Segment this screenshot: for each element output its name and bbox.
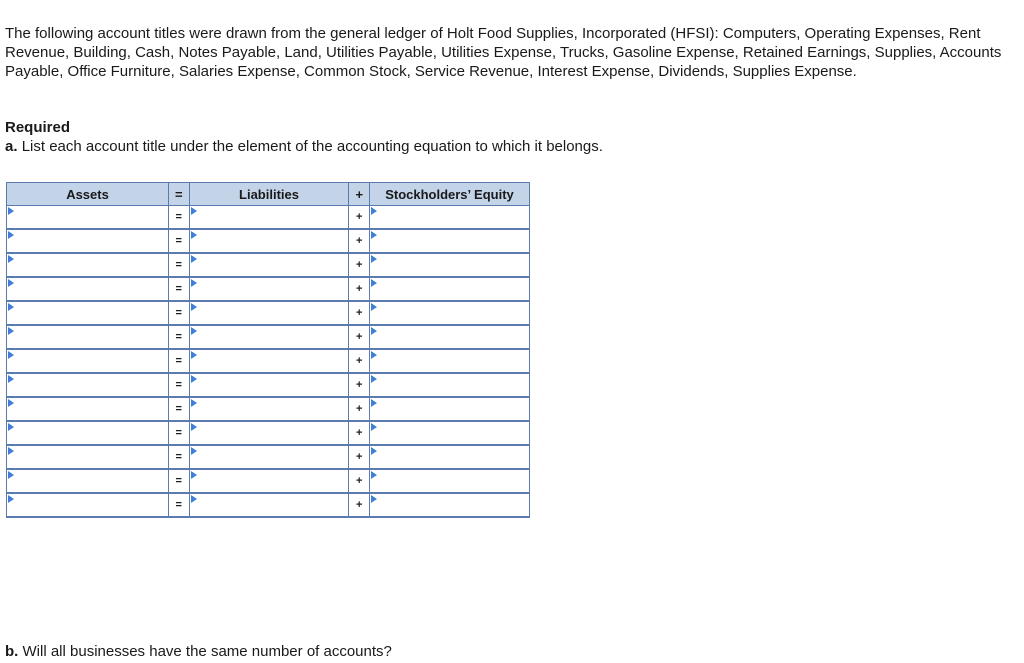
equals-sign: = bbox=[169, 373, 190, 397]
dropdown-marker-icon[interactable] bbox=[8, 231, 14, 239]
equals-header: = bbox=[169, 183, 190, 206]
dropdown-marker-icon[interactable] bbox=[191, 375, 197, 383]
liabilities-cell bbox=[189, 373, 349, 397]
equals-sign: = bbox=[169, 325, 190, 349]
dropdown-marker-icon[interactable] bbox=[8, 471, 14, 479]
equity-cell bbox=[369, 421, 529, 445]
assets-header: Assets bbox=[7, 183, 169, 206]
liabilities-input[interactable] bbox=[190, 254, 349, 276]
liabilities-cell bbox=[189, 349, 349, 373]
dropdown-marker-icon[interactable] bbox=[8, 207, 14, 215]
equity-input[interactable] bbox=[370, 302, 529, 324]
equals-sign: = bbox=[169, 445, 190, 469]
part-b-text: Will all businesses have the same number of accounts? bbox=[22, 643, 392, 660]
equals-sign: = bbox=[169, 229, 190, 253]
dropdown-marker-icon[interactable] bbox=[191, 327, 197, 335]
dropdown-marker-icon[interactable] bbox=[191, 303, 197, 311]
table-row bbox=[7, 373, 530, 397]
liabilities-input[interactable] bbox=[190, 494, 349, 516]
assets-input[interactable] bbox=[7, 470, 168, 492]
dropdown-marker-icon[interactable] bbox=[191, 207, 197, 215]
dropdown-marker-icon[interactable] bbox=[191, 447, 197, 455]
equals-sign: = bbox=[169, 397, 190, 421]
assets-cell bbox=[7, 493, 169, 517]
equals-sign: = bbox=[169, 206, 190, 230]
liabilities-cell bbox=[189, 277, 349, 301]
table-row bbox=[7, 421, 530, 445]
plus-sign: + bbox=[349, 229, 370, 253]
assets-cell bbox=[7, 301, 169, 325]
table-row bbox=[7, 445, 530, 469]
plus-sign: + bbox=[349, 301, 370, 325]
assets-input[interactable] bbox=[7, 206, 168, 228]
assets-input[interactable] bbox=[7, 350, 168, 372]
equals-sign: = bbox=[169, 493, 190, 517]
liabilities-input[interactable] bbox=[190, 278, 349, 300]
table-row bbox=[7, 277, 530, 301]
dropdown-marker-icon[interactable] bbox=[8, 375, 14, 383]
dropdown-marker-icon[interactable] bbox=[371, 375, 377, 383]
dropdown-marker-icon[interactable] bbox=[8, 399, 14, 407]
equity-input[interactable] bbox=[370, 350, 529, 372]
assets-cell bbox=[7, 397, 169, 421]
dropdown-marker-icon[interactable] bbox=[191, 471, 197, 479]
dropdown-marker-icon[interactable] bbox=[371, 207, 377, 215]
equity-input[interactable] bbox=[370, 206, 529, 228]
equity-cell bbox=[369, 469, 529, 493]
plus-header: + bbox=[349, 183, 370, 206]
dropdown-marker-icon[interactable] bbox=[371, 231, 377, 239]
part-b-label: b. bbox=[5, 643, 19, 660]
assets-input[interactable] bbox=[7, 278, 168, 300]
assets-input[interactable] bbox=[7, 230, 168, 252]
plus-sign: + bbox=[349, 445, 370, 469]
part-b-question bbox=[5, 643, 392, 660]
plus-sign: + bbox=[349, 325, 370, 349]
equity-input[interactable] bbox=[370, 470, 529, 492]
equity-input[interactable] bbox=[370, 230, 529, 252]
liabilities-input[interactable] bbox=[190, 302, 349, 324]
table-row bbox=[7, 397, 530, 421]
assets-input[interactable] bbox=[7, 398, 168, 420]
liabilities-input[interactable] bbox=[190, 446, 349, 468]
dropdown-marker-icon[interactable] bbox=[8, 279, 14, 287]
dropdown-marker-icon[interactable] bbox=[371, 447, 377, 455]
liabilities-input[interactable] bbox=[190, 398, 349, 420]
dropdown-marker-icon[interactable] bbox=[371, 423, 377, 431]
assets-cell bbox=[7, 277, 169, 301]
equity-cell bbox=[369, 397, 529, 421]
table-row bbox=[7, 253, 530, 277]
table-row bbox=[7, 493, 530, 517]
dropdown-marker-icon[interactable] bbox=[8, 423, 14, 431]
assets-input[interactable] bbox=[7, 326, 168, 348]
equals-sign: = bbox=[169, 253, 190, 277]
equity-input[interactable] bbox=[370, 254, 529, 276]
dropdown-marker-icon[interactable] bbox=[371, 399, 377, 407]
assets-input[interactable] bbox=[7, 446, 168, 468]
equity-cell bbox=[369, 493, 529, 517]
dropdown-marker-icon[interactable] bbox=[8, 351, 14, 359]
equity-input[interactable] bbox=[370, 326, 529, 348]
accounting-equation-table bbox=[6, 182, 530, 518]
liabilities-cell bbox=[189, 325, 349, 349]
dropdown-marker-icon[interactable] bbox=[191, 231, 197, 239]
dropdown-marker-icon[interactable] bbox=[8, 303, 14, 311]
liabilities-input[interactable] bbox=[190, 422, 349, 444]
equity-input[interactable] bbox=[370, 278, 529, 300]
dropdown-marker-icon[interactable] bbox=[191, 279, 197, 287]
assets-cell bbox=[7, 206, 169, 230]
part-a-label: a. bbox=[5, 138, 18, 155]
equity-cell bbox=[369, 301, 529, 325]
liabilities-input[interactable] bbox=[190, 350, 349, 372]
equity-cell bbox=[369, 229, 529, 253]
dropdown-marker-icon[interactable] bbox=[8, 495, 14, 503]
liabilities-input[interactable] bbox=[190, 326, 349, 348]
plus-sign: + bbox=[349, 373, 370, 397]
table-row bbox=[7, 325, 530, 349]
equity-input[interactable] bbox=[370, 374, 529, 396]
dropdown-marker-icon[interactable] bbox=[371, 327, 377, 335]
assets-cell bbox=[7, 253, 169, 277]
table-row bbox=[7, 206, 530, 230]
assets-cell bbox=[7, 373, 169, 397]
plus-sign: + bbox=[349, 469, 370, 493]
liabilities-cell bbox=[189, 206, 349, 230]
equity-input[interactable] bbox=[370, 398, 529, 420]
liabilities-input[interactable] bbox=[190, 206, 349, 228]
equity-cell bbox=[369, 325, 529, 349]
plus-sign: + bbox=[349, 206, 370, 230]
equals-sign: = bbox=[169, 349, 190, 373]
dropdown-marker-icon[interactable] bbox=[191, 255, 197, 263]
part-a-text: List each account title under the element of the accounting equation to which it belongs. bbox=[21, 138, 603, 155]
assets-cell bbox=[7, 469, 169, 493]
dropdown-marker-icon[interactable] bbox=[8, 327, 14, 335]
equity-cell bbox=[369, 349, 529, 373]
liabilities-input[interactable] bbox=[190, 470, 349, 492]
table-body bbox=[7, 206, 530, 518]
equity-input[interactable] bbox=[370, 446, 529, 468]
plus-sign: + bbox=[349, 349, 370, 373]
assets-input[interactable] bbox=[7, 254, 168, 276]
liabilities-cell bbox=[189, 253, 349, 277]
assets-input[interactable] bbox=[7, 374, 168, 396]
dropdown-marker-icon[interactable] bbox=[371, 255, 377, 263]
plus-sign: + bbox=[349, 277, 370, 301]
liabilities-cell bbox=[189, 445, 349, 469]
equals-sign: = bbox=[169, 301, 190, 325]
assets-cell bbox=[7, 229, 169, 253]
equals-sign: = bbox=[169, 277, 190, 301]
liabilities-input[interactable] bbox=[190, 374, 349, 396]
dropdown-marker-icon[interactable] bbox=[8, 255, 14, 263]
assets-input[interactable] bbox=[7, 422, 168, 444]
assets-input[interactable] bbox=[7, 494, 168, 516]
assets-cell bbox=[7, 445, 169, 469]
dropdown-marker-icon[interactable] bbox=[191, 399, 197, 407]
equity-input[interactable] bbox=[370, 494, 529, 516]
equity-cell bbox=[369, 253, 529, 277]
equity-cell bbox=[369, 206, 529, 230]
plus-sign: + bbox=[349, 253, 370, 277]
equity-cell bbox=[369, 373, 529, 397]
table-header-row bbox=[7, 183, 530, 206]
required-heading: Required bbox=[5, 119, 71, 136]
part-a-instruction bbox=[5, 138, 603, 155]
plus-sign: + bbox=[349, 397, 370, 421]
assets-cell bbox=[7, 421, 169, 445]
dropdown-marker-icon[interactable] bbox=[371, 495, 377, 503]
liabilities-cell bbox=[189, 229, 349, 253]
assets-cell bbox=[7, 349, 169, 373]
dropdown-marker-icon[interactable] bbox=[191, 351, 197, 359]
liabilities-cell bbox=[189, 469, 349, 493]
table-row bbox=[7, 349, 530, 373]
table-row bbox=[7, 301, 530, 325]
liabilities-cell bbox=[189, 421, 349, 445]
dropdown-marker-icon[interactable] bbox=[191, 495, 197, 503]
table-row bbox=[7, 229, 530, 253]
plus-sign: + bbox=[349, 493, 370, 517]
dropdown-marker-icon[interactable] bbox=[371, 351, 377, 359]
dropdown-marker-icon[interactable] bbox=[8, 447, 14, 455]
liabilities-input[interactable] bbox=[190, 230, 349, 252]
assets-cell bbox=[7, 325, 169, 349]
plus-sign: + bbox=[349, 421, 370, 445]
dropdown-marker-icon[interactable] bbox=[371, 471, 377, 479]
equals-sign: = bbox=[169, 421, 190, 445]
equity-input[interactable] bbox=[370, 422, 529, 444]
equity-cell bbox=[369, 445, 529, 469]
equity-cell bbox=[369, 277, 529, 301]
equity-header: Stockholders’ Equity bbox=[369, 183, 529, 206]
dropdown-marker-icon[interactable] bbox=[191, 423, 197, 431]
equals-sign: = bbox=[169, 469, 190, 493]
liabilities-cell bbox=[189, 397, 349, 421]
liabilities-header: Liabilities bbox=[189, 183, 349, 206]
liabilities-cell bbox=[189, 301, 349, 325]
problem-statement: The following account titles were drawn from the general ledger of Holt Food Supplies, Incorporated (HFSI): Computers, Operating Expenses, Rent Revenue, Building, Cash, Notes Payable, Land, Utilities Payable, Utilities Expense, Trucks, Gasoline Expense, Retained Earnings, Supplies, Accounts Payable, Office Furniture, Salaries Expense, Common Stock, Service Revenue, Interest Expense, Dividends, Supplies Expense. bbox=[5, 25, 1002, 80]
assets-input[interactable] bbox=[7, 302, 168, 324]
liabilities-cell bbox=[189, 493, 349, 517]
table-row bbox=[7, 469, 530, 493]
dropdown-marker-icon[interactable] bbox=[371, 279, 377, 287]
dropdown-marker-icon[interactable] bbox=[371, 303, 377, 311]
